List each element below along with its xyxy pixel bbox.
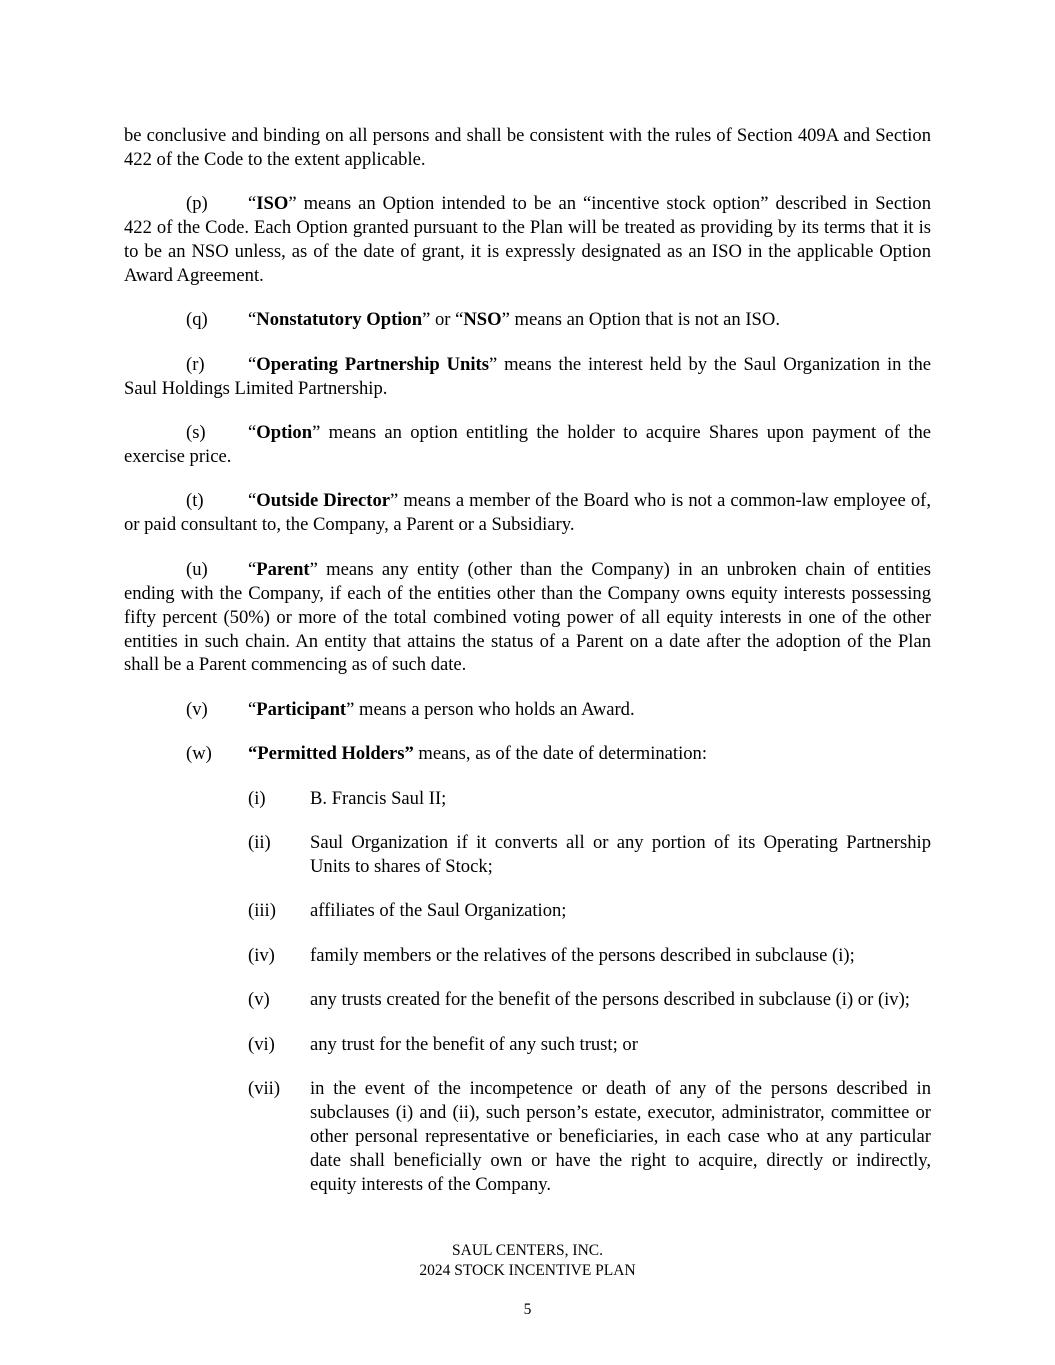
subclause-item <box>248 899 931 923</box>
defined-term: Outside Director <box>256 490 391 512</box>
subclause-text: family members or the relatives of the persons described in subclause (i); <box>310 944 855 966</box>
page-footer <box>0 1241 1055 1281</box>
definition-text: means the interest held by the Saul Organization in the Saul Holdings Limited Partnership. <box>124 353 931 399</box>
definition-label: (u) <box>186 558 208 580</box>
subclause-label: (iv) <box>248 944 275 966</box>
subclause-text: affiliates of the Saul Organization; <box>310 900 567 922</box>
defined-term: Parent <box>256 558 310 580</box>
defined-term: Nonstatutory Option <box>256 309 423 331</box>
defined-term: Participant <box>256 698 347 720</box>
subclause-label: (vii) <box>248 1077 281 1099</box>
definition-label: (s) <box>186 422 206 444</box>
definition-text: means an Option that is not an ISO. <box>509 309 780 331</box>
definition-label: (p) <box>186 193 208 215</box>
definition-text: means any entity (other than the Company) in an unbroken chain of entities ending with the Company, if each of the entities other than the Company owns equity interests possessing fifty percent (50%) or more of the total combined voting power of all equity interests in one of the other entities in such chain. An entity that attains the status of a Parent on a date after the adoption of the Plan shall be a Parent commencing as of such date. <box>124 558 931 676</box>
subclause-label: (i) <box>248 787 266 809</box>
subclause-item <box>248 831 931 879</box>
subclause-item <box>248 1033 931 1057</box>
definition-label: (v) <box>186 698 208 720</box>
subclause-item <box>248 1077 931 1197</box>
definition-text: means an option entitling the holder to acquire Shares upon payment of the exercise price. <box>124 422 931 468</box>
footer-plan-title: 2024 STOCK INCENTIVE PLAN <box>419 1262 636 1279</box>
subclause-item <box>248 787 931 811</box>
subclause-text: any trust for the benefit of any such trust; or <box>310 1033 638 1055</box>
definition-iso: (p) “ISO” means an Option intended to be an “incentive stock option” described in Section 422 of the Code. Each Option granted pursuant to the Plan will be treated as providing by its terms that it is to be an NSO unless, as of the date of grant, it is expressly designated as an ISO in the applicable Option Award Agreement. <box>124 193 931 287</box>
subclause-text: Saul Organization if it converts all or any portion of its Operating Partnership Units to shares of Stock; <box>310 832 931 877</box>
definition-text: means an Option intended to be an “incentive stock option” described in Section 422 of the Code. Each Option granted pursuant to the Plan will be treated as providing by its terms that it is to be an NSO unless, as of the date of grant, it is expressly designated as an ISO in the applicable Option Award Agreement. <box>124 193 931 287</box>
definition-nonstatutory-option: (q) “Nonstatutory Option” or “NSO” means an Option that is not an ISO. <box>124 308 931 332</box>
subclause-item <box>248 988 931 1012</box>
page-number: 5 <box>523 1301 532 1318</box>
defined-term: Option <box>256 422 313 444</box>
definition-option: (s) “Option” means an option entitling the holder to acquire Shares upon payment of the exercise price. <box>124 422 931 468</box>
footer-company-name: SAUL CENTERS, INC. <box>452 1242 603 1259</box>
defined-term: “Permitted Holders” <box>248 743 414 765</box>
subclause-label: (iii) <box>248 900 276 922</box>
definition-text: means a person who holds an Award. <box>354 698 635 720</box>
subclause-text: any trusts created for the benefit of the persons described in subclause (i) or (iv); <box>310 989 910 1011</box>
definition-label: (w) <box>186 743 212 765</box>
continuation-paragraph: be conclusive and binding on all persons and shall be consistent with the rules of Section 409A and Section 422 of the Code to the extent applicable. <box>124 125 931 170</box>
definition-label: (t) <box>186 490 204 512</box>
subclause-text: in the event of the incompetence or death of any of the persons described in subclauses (i) and (ii), such person’s estate, executor, administrator, committee or other personal representative or beneficiaries, in each case who at any particular date shall beneficially own or have the right to acquire, directly or indirectly, equity interests of the Company. <box>310 1077 931 1195</box>
subclause-item <box>248 944 931 968</box>
definition-label: (r) <box>186 353 205 375</box>
defined-term: ISO <box>256 193 289 215</box>
definition-participant: (v) “Participant” means a person who holds an Award. <box>124 698 931 722</box>
definition-text: means a member of the Board who is not a common-law employee of, or paid consultant to, the Company, a Parent or a Subsidiary. <box>124 490 931 536</box>
definition-label: (q) <box>186 309 208 331</box>
defined-term: Operating Partnership Units <box>256 353 489 375</box>
definition-text: means, as of the date of determination: <box>413 743 708 765</box>
definition-permitted-holders <box>124 742 931 766</box>
defined-term-alt: NSO <box>463 309 502 331</box>
document-body <box>124 124 931 1217</box>
subclause-label: (ii) <box>248 832 271 854</box>
subclause-text: B. Francis Saul II; <box>310 787 447 809</box>
definition-outside-director: (t) “Outside Director” means a member of the Board who is not a common-law employee of, or paid consultant to, the Company, a Parent or a Subsidiary. <box>124 490 931 536</box>
subclause-label: (v) <box>248 989 270 1011</box>
definition-parent: (u) “Parent” means any entity (other than the Company) in an unbroken chain of entities ending with the Company, if each of the entities other than the Company owns equity interests possessing fifty percent (50%) or more of the total combined voting power of all equity interests in one of the other entities in such chain. An entity that attains the status of a Parent on a date after the adoption of the Plan shall be a Parent commencing as of such date. <box>124 558 931 676</box>
definition-operating-partnership-units: (r) “Operating Partnership Units” means the interest held by the Saul Organization in the Saul Holdings Limited Partnership. <box>124 353 931 399</box>
subclause-label: (vi) <box>248 1033 275 1055</box>
